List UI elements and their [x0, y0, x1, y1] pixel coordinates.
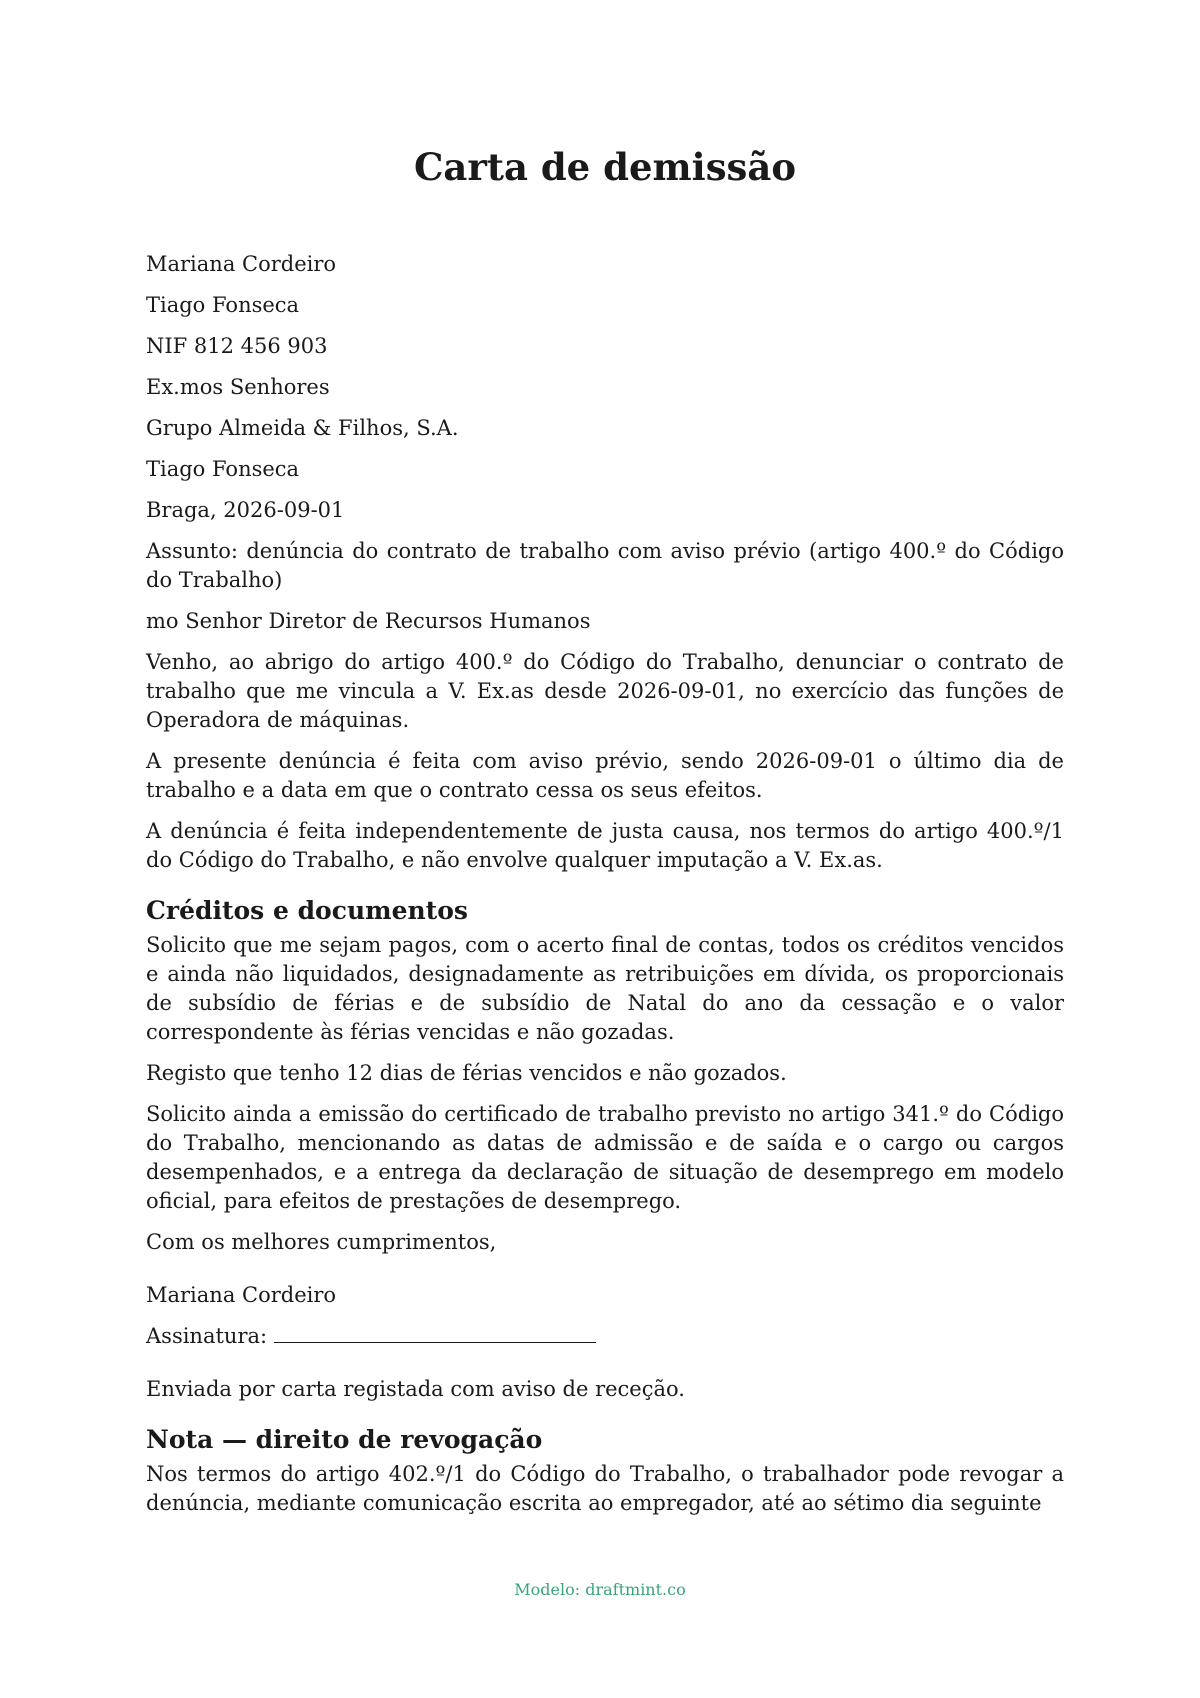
paragraph: Registo que tenho 12 dias de férias vencidos e não gozados.	[146, 1061, 787, 1085]
document-title: Carta de demissão	[413, 145, 797, 189]
letter-body	[146, 250, 1064, 1530]
delivery-note: Enviada por carta registada com aviso de receção.	[146, 1377, 685, 1401]
sender-nif: NIF 812 456 903	[146, 334, 328, 358]
footer-template-credit: Modelo: draftmint.co	[514, 1580, 686, 1599]
paragraph: Solicito que me sejam pagos, com o acerto final de contas, todos os créditos vencidos e ainda não liquidados, designadamente as retribuições em dívida, os proporcionais de subsídio de férias e de subsídio de Natal do ano da cessação e o valor correspondente às férias vencidas e não gozadas.	[146, 933, 1064, 1044]
sender-name: Mariana Cordeiro	[146, 252, 337, 276]
paragraph: Solicito ainda a emissão do certificado de trabalho previsto no artigo 341.º do Código do Trabalho, mencionando as datas de admissão e de saída e o cargo ou cargos desempenhados, e a entrega da declaração de situação de desemprego em modelo oficial, para efeitos de prestações de desemprego.	[146, 1102, 1064, 1213]
signature-label: Assinatura:	[146, 1324, 268, 1348]
greeting: mo Senhor Diretor de Recursos Humanos	[146, 609, 591, 633]
sender-attn: Tiago Fonseca	[146, 293, 300, 317]
signature-block	[146, 1322, 1064, 1351]
revocation-text: Nos termos do artigo 402.º/1 do Código do Trabalho, o trabalhador pode revogar a denúncia, mediante comunicação escrita ao empregador, até ao sétimo dia seguinte	[146, 1462, 1064, 1515]
place-date: Braga, 2026-09-01	[146, 498, 345, 522]
paragraph: A presente denúncia é feita com aviso prévio, sendo 2026-09-01 o último dia de trabalho e a data em que o contrato cessa os seus efeitos.	[146, 749, 1064, 802]
subject-line: Assunto: denúncia do contrato de trabalho com aviso prévio (artigo 400.º do Código do Trabalho)	[146, 539, 1064, 592]
signatory-name: Mariana Cordeiro	[146, 1283, 337, 1307]
paragraph: A denúncia é feita independentemente de justa causa, nos termos do artigo 400.º/1 do Código do Trabalho, e não envolve qualquer imputação a V. Ex.as.	[146, 819, 1064, 872]
signature-line	[274, 1324, 596, 1343]
recipient-salutation: Ex.mos Senhores	[146, 375, 330, 399]
revocation-heading: Nota — direito de revogação	[146, 1425, 543, 1454]
recipient-company: Grupo Almeida & Filhos, S.A.	[146, 416, 459, 440]
closing: Com os melhores cumprimentos,	[146, 1230, 497, 1254]
paragraph: Venho, ao abrigo do artigo 400.º do Código do Trabalho, denunciar o contrato de trabalho que me vincula a V. Ex.as desde 2026-09-01, no exercício das funções de Operadora de máquinas.	[146, 650, 1064, 732]
credits-heading: Créditos e documentos	[146, 896, 468, 925]
recipient-contact: Tiago Fonseca	[146, 457, 300, 481]
